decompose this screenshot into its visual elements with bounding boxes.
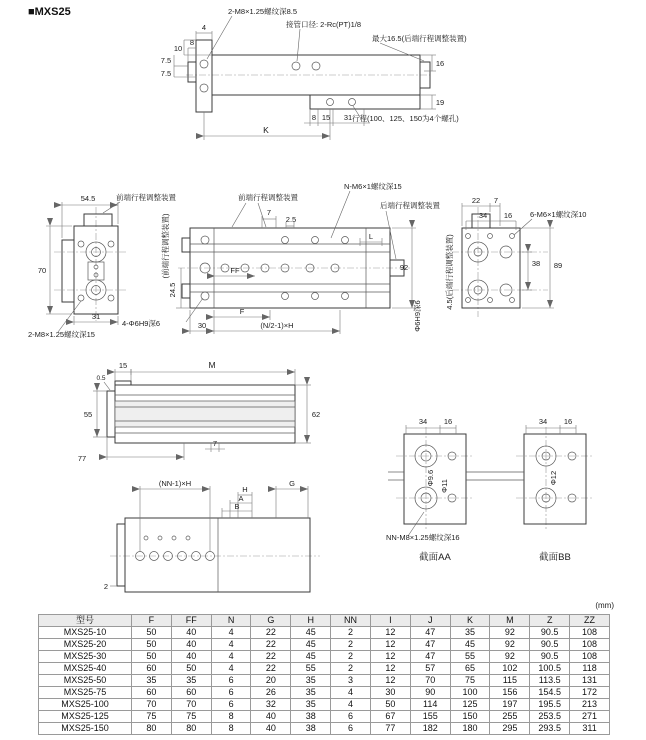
table-row xyxy=(39,711,610,723)
value-cell: 77 xyxy=(370,723,410,735)
dimension-table-wrap xyxy=(38,614,610,735)
value-cell: 45 xyxy=(450,639,490,651)
value-cell: 60 xyxy=(132,663,172,675)
value-cell: 75 xyxy=(171,711,211,723)
value-cell: 60 xyxy=(132,687,172,699)
value-cell: 115 xyxy=(490,675,530,687)
dim-label: 7 xyxy=(493,196,499,205)
model-cell: MXS25-125 xyxy=(39,711,132,723)
right-view-body xyxy=(462,228,520,308)
column-header: G xyxy=(251,615,291,627)
dim-label: 0.5 xyxy=(96,375,106,382)
value-cell: 38 xyxy=(291,723,331,735)
value-cell: 8 xyxy=(211,711,251,723)
value-cell: 50 xyxy=(132,627,172,639)
dim-label: Φ9.6 xyxy=(426,469,435,487)
model-cell: MXS25-40 xyxy=(39,663,132,675)
profile-view-drawing xyxy=(78,360,320,463)
top-view-dimensions xyxy=(174,31,436,140)
value-cell: 213 xyxy=(570,699,610,711)
section-aa-caption: 截面AA xyxy=(419,552,451,563)
table-row xyxy=(39,651,610,663)
value-cell: 311 xyxy=(570,723,610,735)
dim-label: 7.5 xyxy=(160,69,172,78)
column-header: ZZ xyxy=(570,615,610,627)
bottom-view-holes xyxy=(136,536,215,561)
dim-label: 34 xyxy=(478,211,488,220)
value-cell: 2 xyxy=(331,627,371,639)
value-cell: 70 xyxy=(410,675,450,687)
value-cell: 195.5 xyxy=(530,699,570,711)
value-cell: 35 xyxy=(132,675,172,687)
table-row xyxy=(39,675,610,687)
value-cell: 70 xyxy=(132,699,172,711)
dim-label: 4 xyxy=(201,23,207,32)
dim-label: G xyxy=(289,479,295,488)
value-cell: 35 xyxy=(291,687,331,699)
value-cell: 80 xyxy=(132,723,172,735)
value-cell: 32 xyxy=(251,699,291,711)
right-end-view-drawing xyxy=(444,196,586,317)
column-header: FF xyxy=(171,615,211,627)
value-cell: 40 xyxy=(251,723,291,735)
value-cell: 150 xyxy=(450,711,490,723)
value-cell: 45 xyxy=(291,639,331,651)
value-cell: 197 xyxy=(490,699,530,711)
value-cell: 20 xyxy=(251,675,291,687)
dimension-table xyxy=(38,614,610,735)
value-cell: 182 xyxy=(410,723,450,735)
value-cell: 40 xyxy=(171,639,211,651)
dim-label: M xyxy=(208,360,216,370)
section-aa-dimensions xyxy=(406,425,456,434)
table-row xyxy=(39,723,610,735)
column-header: F xyxy=(132,615,172,627)
top-stroke-holes-callout: 行程(100、125、150为4个螺孔) xyxy=(352,114,459,123)
value-cell: 12 xyxy=(370,627,410,639)
plan-side-label: (前端行程调整装置) xyxy=(161,213,170,279)
value-cell: 57 xyxy=(410,663,450,675)
right-thread-callout: 6-M6×1螺纹深10 xyxy=(530,210,587,219)
dim-label: 62 xyxy=(311,410,321,419)
value-cell: 131 xyxy=(570,675,610,687)
value-cell: 92 xyxy=(490,651,530,663)
value-cell: 271 xyxy=(570,711,610,723)
value-cell: 70 xyxy=(171,699,211,711)
value-cell: 4 xyxy=(331,699,371,711)
value-cell: 67 xyxy=(370,711,410,723)
value-cell: 40 xyxy=(171,627,211,639)
value-cell: 118 xyxy=(570,663,610,675)
dim-label: 19 xyxy=(435,98,445,107)
dim-label: (NN-1)×H xyxy=(158,479,192,488)
value-cell: 90.5 xyxy=(530,627,570,639)
dim-label: 92 xyxy=(399,263,409,272)
dim-label: 54.5 xyxy=(80,194,96,203)
model-cell: MXS25-10 xyxy=(39,627,132,639)
column-header: Z xyxy=(530,615,570,627)
value-cell: 4 xyxy=(331,687,371,699)
plan-view-dimensions xyxy=(176,216,416,334)
value-cell: 6 xyxy=(211,687,251,699)
value-cell: 6 xyxy=(211,675,251,687)
value-cell: 47 xyxy=(410,651,450,663)
table-row xyxy=(39,663,610,675)
dim-label: 2.5 xyxy=(285,215,297,224)
value-cell: 8 xyxy=(211,723,251,735)
left-thread-callout: 2-M8×1.25螺纹深15 xyxy=(28,330,95,339)
value-cell: 295 xyxy=(490,723,530,735)
value-cell: 40 xyxy=(251,711,291,723)
value-cell: 45 xyxy=(291,651,331,663)
column-header: 型号 xyxy=(39,615,132,627)
value-cell: 80 xyxy=(171,723,211,735)
model-cell: MXS25-150 xyxy=(39,723,132,735)
table-row xyxy=(39,699,610,711)
value-cell: 108 xyxy=(570,627,610,639)
column-header: N xyxy=(211,615,251,627)
left-end-view-drawing xyxy=(28,192,176,339)
dim-label: 16 xyxy=(443,417,453,426)
dim-label: 10 xyxy=(173,44,183,53)
dim-label: F xyxy=(239,307,245,316)
table-header-row xyxy=(39,615,610,627)
value-cell: 22 xyxy=(251,639,291,651)
model-cell: MXS25-30 xyxy=(39,651,132,663)
value-cell: 6 xyxy=(331,711,371,723)
dim-label: 70 xyxy=(37,266,47,275)
plan-thread-callout: N-M6×1螺纹深15 xyxy=(344,182,402,191)
dim-label: 8 xyxy=(189,38,195,47)
value-cell: 180 xyxy=(450,723,490,735)
value-cell: 30 xyxy=(370,687,410,699)
dim-label: 24.5 xyxy=(168,282,177,298)
value-cell: 12 xyxy=(370,639,410,651)
bottom-view-dimensions xyxy=(110,486,308,586)
value-cell: 22 xyxy=(251,651,291,663)
value-cell: 40 xyxy=(171,651,211,663)
dim-label: K xyxy=(263,125,269,135)
dim-label: 77 xyxy=(77,454,87,463)
top-view-end-plate xyxy=(196,40,212,112)
value-cell: 22 xyxy=(251,663,291,675)
value-cell: 90 xyxy=(410,687,450,699)
value-cell: 108 xyxy=(570,651,610,663)
dim-label: 38 xyxy=(531,259,541,268)
value-cell: 92 xyxy=(490,627,530,639)
column-header: K xyxy=(450,615,490,627)
value-cell: 90.5 xyxy=(530,651,570,663)
section-aa-body xyxy=(404,434,466,524)
table-body xyxy=(39,627,610,735)
section-thread-callout: NN-M8×1.25螺纹深16 xyxy=(386,533,460,542)
value-cell: 90.5 xyxy=(530,639,570,651)
dim-label: 15 xyxy=(321,113,331,122)
top-port-callout: 接管口径: 2-Rc(PT)1/8 xyxy=(286,20,362,29)
plan-front-adjuster-callout: 前端行程调整装置 xyxy=(238,193,298,202)
section-bb-drawing xyxy=(466,417,592,563)
value-cell: 35 xyxy=(171,675,211,687)
value-cell: 114 xyxy=(410,699,450,711)
dim-label: 22 xyxy=(471,196,481,205)
top-view-drawing xyxy=(161,6,467,140)
dim-label: 16 xyxy=(435,59,445,68)
value-cell: 154.5 xyxy=(530,687,570,699)
dim-label: 34 xyxy=(538,417,548,426)
dim-label: 31 xyxy=(343,113,353,122)
value-cell: 75 xyxy=(450,675,490,687)
table-row xyxy=(39,639,610,651)
value-cell: 3 xyxy=(331,675,371,687)
value-cell: 38 xyxy=(291,711,331,723)
value-cell: 65 xyxy=(450,663,490,675)
stroke-adjuster xyxy=(84,214,112,226)
model-cell: MXS25-50 xyxy=(39,675,132,687)
value-cell: 155 xyxy=(410,711,450,723)
front-adjuster-callout: 前端行程调整装置 xyxy=(116,193,176,202)
value-cell: 172 xyxy=(570,687,610,699)
dim-label: (N/2-1)×H xyxy=(260,321,294,330)
value-cell: 50 xyxy=(132,651,172,663)
dim-label: 7.5 xyxy=(160,56,172,65)
value-cell: 47 xyxy=(410,627,450,639)
column-header: I xyxy=(370,615,410,627)
value-cell: 45 xyxy=(291,627,331,639)
value-cell: 12 xyxy=(370,651,410,663)
dim-label: A xyxy=(238,494,244,503)
value-cell: 22 xyxy=(251,627,291,639)
value-cell: 113.5 xyxy=(530,675,570,687)
value-cell: 4 xyxy=(211,639,251,651)
value-cell: 35 xyxy=(291,699,331,711)
value-cell: 50 xyxy=(171,663,211,675)
plan-view-drawing xyxy=(122,181,440,334)
value-cell: 55 xyxy=(450,651,490,663)
value-cell: 100 xyxy=(450,687,490,699)
dim-label: 16 xyxy=(503,211,513,220)
dim-label: 2 xyxy=(103,582,109,591)
section-bb-caption: 截面BB xyxy=(539,552,571,563)
left-view-dimensions xyxy=(46,202,118,325)
value-cell: 12 xyxy=(370,675,410,687)
value-cell: 55 xyxy=(291,663,331,675)
value-cell: 50 xyxy=(370,699,410,711)
right-view-holes xyxy=(466,234,515,303)
plan-hole-callout: 4-Φ6H9深6 xyxy=(122,319,161,328)
plan-hole-side-callout: Φ6H9深6 xyxy=(413,300,422,332)
column-header: M xyxy=(490,615,530,627)
value-cell: 12 xyxy=(370,663,410,675)
model-cell: MXS25-75 xyxy=(39,687,132,699)
dim-label: 7 xyxy=(266,208,272,217)
value-cell: 47 xyxy=(410,639,450,651)
table-row xyxy=(39,627,610,639)
bottom-view-body xyxy=(125,518,310,592)
section-bb-dimensions xyxy=(526,425,576,434)
model-cell: MXS25-100 xyxy=(39,699,132,711)
value-cell: 6 xyxy=(211,699,251,711)
value-cell: 6 xyxy=(331,723,371,735)
dim-label: 15 xyxy=(118,361,128,370)
top-max-stroke-callout: 最大16.5(后端行程调整装置) xyxy=(372,34,467,43)
value-cell: 108 xyxy=(570,639,610,651)
value-cell: 2 xyxy=(331,651,371,663)
dim-label: 30 xyxy=(197,321,207,330)
value-cell: 2 xyxy=(331,663,371,675)
column-header: H xyxy=(291,615,331,627)
dim-label: FF xyxy=(230,266,240,275)
value-cell: 35 xyxy=(450,627,490,639)
dim-label: L xyxy=(368,232,374,241)
value-cell: 26 xyxy=(251,687,291,699)
column-header: NN xyxy=(331,615,371,627)
value-cell: 92 xyxy=(490,639,530,651)
dim-label: B xyxy=(234,502,240,511)
value-cell: 75 xyxy=(132,711,172,723)
dim-label: 8 xyxy=(311,113,317,122)
dim-label: H xyxy=(242,485,248,494)
value-cell: 2 xyxy=(331,639,371,651)
value-cell: 102 xyxy=(490,663,530,675)
page-title: ■MXS25 xyxy=(28,6,71,18)
dim-label: 16 xyxy=(563,417,573,426)
model-cell: MXS25-20 xyxy=(39,639,132,651)
dim-label: 55 xyxy=(83,410,93,419)
column-header: J xyxy=(410,615,450,627)
dim-label: 34 xyxy=(418,417,428,426)
value-cell: 4 xyxy=(211,651,251,663)
dim-label: Φ12 xyxy=(549,470,558,486)
value-cell: 100.5 xyxy=(530,663,570,675)
top-view-holes xyxy=(200,60,356,106)
section-aa-drawing xyxy=(386,417,472,563)
dim-label: Φ11 xyxy=(440,479,449,493)
plan-rear-adjuster-callout: 后端行程调整装置 xyxy=(380,201,440,210)
value-cell: 4 xyxy=(211,663,251,675)
value-cell: 35 xyxy=(291,675,331,687)
value-cell: 255 xyxy=(490,711,530,723)
dim-label: 31 xyxy=(91,312,101,321)
value-cell: 60 xyxy=(171,687,211,699)
value-cell: 293.5 xyxy=(530,723,570,735)
unit-label: (mm) xyxy=(595,601,614,610)
dim-label: 89 xyxy=(553,261,563,270)
top-thread-callout: 2-M8×1.25螺纹深8.5 xyxy=(228,7,297,16)
value-cell: 125 xyxy=(450,699,490,711)
dim-label: 7 xyxy=(212,439,218,448)
value-cell: 156 xyxy=(490,687,530,699)
value-cell: 253.5 xyxy=(530,711,570,723)
right-side-label: 4.5(后端行程调整装置) xyxy=(445,234,454,310)
table-row xyxy=(39,687,610,699)
value-cell: 50 xyxy=(132,639,172,651)
value-cell: 4 xyxy=(211,627,251,639)
bottom-view-drawing xyxy=(104,479,320,592)
